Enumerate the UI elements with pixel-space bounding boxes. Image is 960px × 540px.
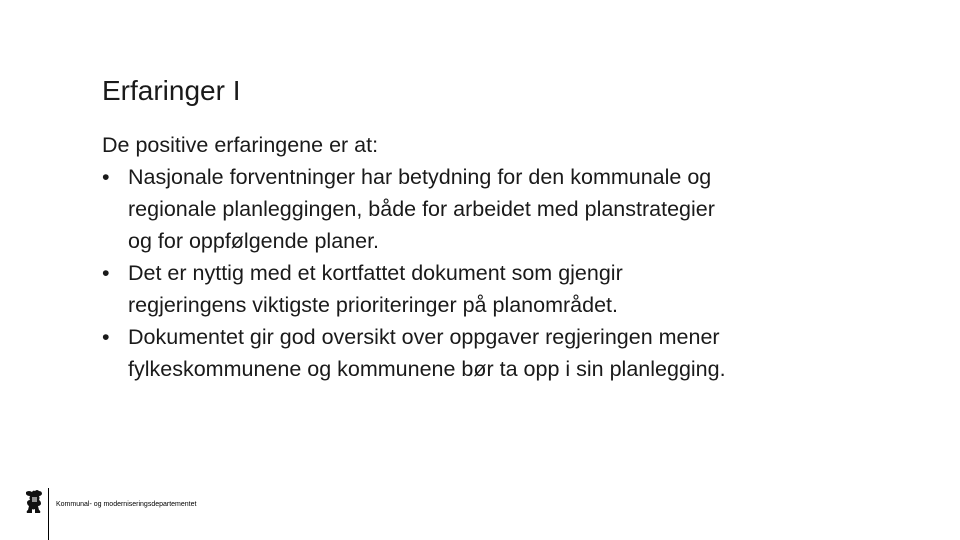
bullet-line: fylkeskommunene og kommunene bør ta opp i sin planlegging. — [128, 357, 726, 381]
bullet-line: regjeringens viktigste prioriteringer på planområdet. — [128, 293, 618, 317]
bullet-marker: • — [102, 325, 110, 349]
bullet-marker: • — [102, 261, 110, 285]
norwegian-lion-coat-of-arms-icon — [24, 489, 44, 515]
bullet-list — [102, 161, 882, 385]
bullet-line: Dokumentet gir god oversikt over oppgaver regjeringen mener — [128, 325, 720, 349]
footer-divider — [48, 488, 49, 540]
bullet-line: Det er nyttig med et kortfattet dokument som gjengir — [128, 261, 623, 285]
bullet-item — [102, 321, 882, 385]
bullet-item — [102, 161, 882, 257]
slide-title: Erfaringer I — [102, 75, 241, 106]
bullet-line: og for oppfølgende planer. — [128, 229, 380, 253]
bullet-line: Nasjonale forventninger har betydning for den kommunale og — [128, 165, 712, 189]
bullet-item — [102, 257, 882, 321]
bullet-line: regionale planleggingen, både for arbeidet med planstrategier — [128, 197, 715, 221]
bullet-marker: • — [102, 165, 110, 189]
intro-text: De positive erfaringene er at: — [102, 133, 379, 157]
department-name: Kommunal- og moderniseringsdepartementet — [56, 501, 197, 508]
slide-body — [102, 129, 882, 385]
